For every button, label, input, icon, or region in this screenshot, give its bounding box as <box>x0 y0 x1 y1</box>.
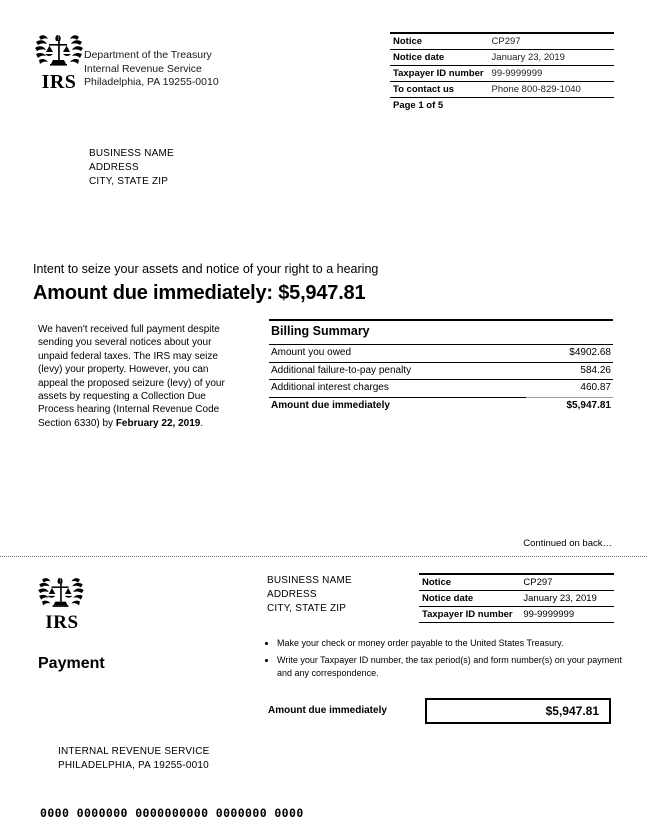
stub-info-label-notice: Notice <box>419 574 520 591</box>
recipient-line-1: BUSINESS NAME <box>89 148 174 159</box>
billing-amount-interest: 460.87 <box>526 380 613 398</box>
stub-info-row-notice <box>419 574 614 591</box>
info-label-contact: To contact us <box>390 82 489 98</box>
treasury-line-1: Department of the Treasury <box>84 49 212 61</box>
stub-info-label-notice-date: Notice date <box>419 591 520 607</box>
recipient-address <box>89 147 174 189</box>
irs-logo <box>33 33 85 92</box>
payment-heading: Payment <box>38 655 105 672</box>
stub-info-value-taxpayer-id: 99-9999999 <box>520 607 614 623</box>
treasury-line-2: Internal Revenue Service <box>84 62 202 75</box>
billing-amount-amount-owed: $4902.68 <box>526 345 613 363</box>
billing-summary <box>269 319 613 414</box>
stub-amount-due-value: $5,947.81 <box>545 704 599 718</box>
info-label-notice: Notice <box>390 33 489 50</box>
notice-body-text: We haven't received full payment despite sending you several notices about your unpaid federal taxes. The IRS may seize (levy) your property. However, you can appeal the proposed seizure (levy) of your assets by requesting a Collection Due Process hearing (Internal Revenue Code Section 6330) by <box>38 324 225 429</box>
info-row-notice-date <box>390 50 614 66</box>
billing-label-amount-owed: Amount you owed <box>269 345 526 363</box>
notice-amount-heading: Amount due immediately: $5,947.81 <box>33 282 366 304</box>
billing-label-total: Amount due immediately <box>269 397 526 414</box>
info-label-taxpayer-id: Taxpayer ID number <box>390 66 489 82</box>
billing-label-penalty: Additional failure-to-pay penalty <box>269 362 526 380</box>
billing-label-interest: Additional interest charges <box>269 380 526 398</box>
info-label-notice-date: Notice date <box>390 50 489 66</box>
stub-info-row-taxpayer-id <box>419 607 614 623</box>
irs-eagle-scales-icon <box>33 33 85 71</box>
stub-info-table <box>419 573 614 623</box>
recipient-line-2: ADDRESS <box>89 162 139 173</box>
treasury-address <box>84 49 219 90</box>
perforation-cut-line <box>0 556 647 557</box>
stub-info-value-notice: CP297 <box>520 574 614 591</box>
billing-row-interest <box>269 380 613 398</box>
stub-irs-wordmark: IRS <box>45 612 79 633</box>
billing-amount-penalty: 584.26 <box>526 362 613 380</box>
billing-amount-total: $5,947.81 <box>526 397 613 414</box>
info-row-notice <box>390 33 614 50</box>
notice-subject: Intent to seize your assets and notice of your right to a hearing <box>33 262 379 276</box>
billing-row-amount-owed <box>269 345 613 363</box>
stub-recipient-line-1: BUSINESS NAME <box>267 575 352 586</box>
ocr-scanline: 0000 0000000 0000000000 0000000 0000 <box>40 806 304 820</box>
irs-wordmark: IRS <box>41 71 77 93</box>
info-row-contact <box>390 82 614 98</box>
info-value-contact: Phone 800-829-1040 <box>489 82 614 98</box>
billing-row-total <box>269 397 613 414</box>
stub-recipient-address <box>267 574 352 616</box>
info-page-label: Page 1 of 5 <box>390 98 614 114</box>
notice-body-paragraph <box>38 323 234 430</box>
stub-irs-logo <box>36 576 88 632</box>
notice-body-deadline: February 22, 2019 <box>115 417 201 429</box>
notice-body-text-end: . <box>200 417 204 429</box>
stub-mail-to-address <box>58 745 210 773</box>
stub-info-row-notice-date <box>419 591 614 607</box>
notice-info-table <box>390 32 614 113</box>
info-value-taxpayer-id: 99-9999999 <box>489 66 614 82</box>
stub-info-label-taxpayer-id: Taxpayer ID number <box>419 607 520 623</box>
stub-instruction-list <box>265 637 622 684</box>
stub-amount-due-label: Amount due immediately <box>268 705 387 716</box>
info-row-taxpayer-id <box>390 66 614 82</box>
stub-recipient-line-2: ADDRESS <box>267 589 317 600</box>
billing-row-penalty <box>269 362 613 380</box>
billing-summary-title: Billing Summary <box>269 319 613 344</box>
treasury-line-3: Philadelphia, PA 19255-0010 <box>84 76 219 88</box>
stub-mail-line-1: INTERNAL REVENUE SERVICE <box>58 746 210 757</box>
continued-on-back: Continued on back… <box>523 538 612 549</box>
info-row-page <box>390 98 614 114</box>
info-value-notice-date: January 23, 2019 <box>489 50 614 66</box>
stub-bullet-2: • Write your Taxpayer ID number, the tax period(s) and form number(s) on your payment and any correspondence. <box>277 654 622 680</box>
stub-mail-line-2: PHILADELPHIA, PA 19255-0010 <box>58 760 209 771</box>
stub-recipient-line-3: CITY, STATE ZIP <box>267 603 347 614</box>
recipient-line-3: CITY, STATE ZIP <box>89 176 169 187</box>
stub-bullet-1: • Make your check or money order payable to the United States Treasury. <box>277 637 622 650</box>
info-value-notice: CP297 <box>489 33 614 50</box>
irs-eagle-scales-icon <box>36 576 86 612</box>
stub-amount-due-box <box>425 698 611 724</box>
stub-info-value-notice-date: January 23, 2019 <box>520 591 614 607</box>
